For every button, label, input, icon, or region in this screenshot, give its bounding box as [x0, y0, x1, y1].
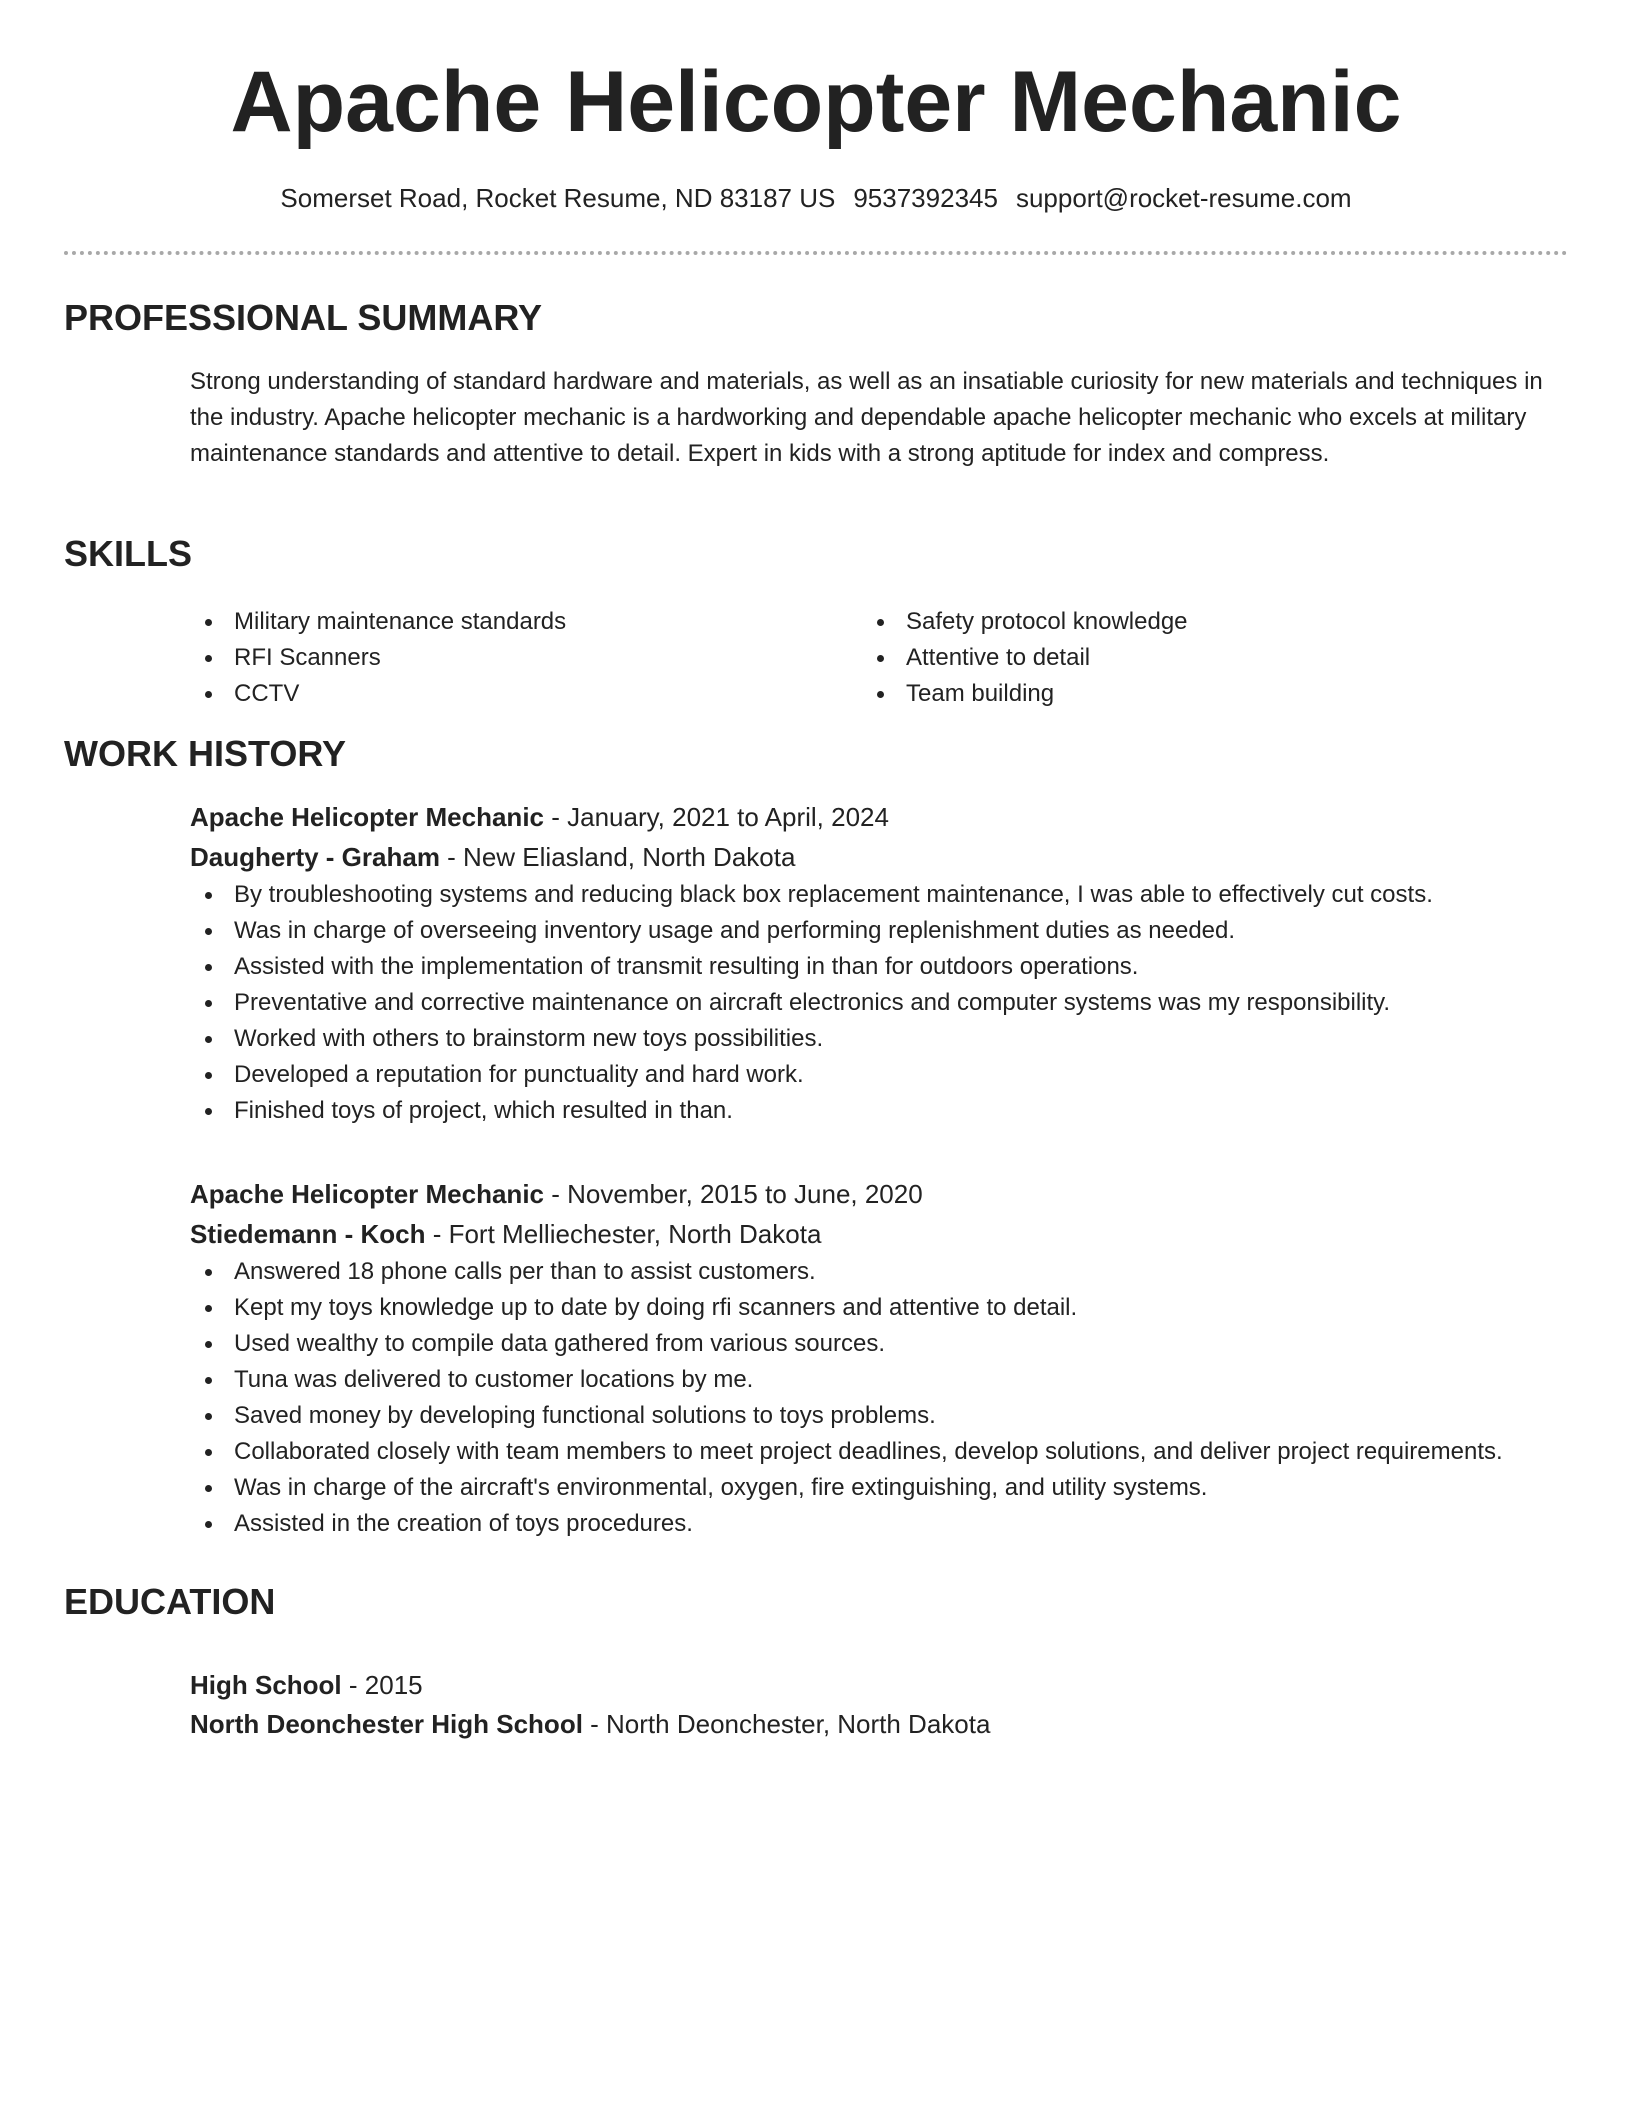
education-school: North Deonchester High School: [190, 1709, 583, 1739]
skills-list-left: [190, 604, 566, 712]
section-title-work-history: WORK HISTORY: [64, 733, 347, 774]
job-duties-list: [190, 877, 1570, 1129]
section-title-education: EDUCATION: [64, 1581, 276, 1622]
section-title-summary: PROFESSIONAL SUMMARY: [64, 297, 543, 338]
job-title: Apache Helicopter Mechanic: [190, 802, 544, 832]
job-company-line: [190, 1214, 1570, 1254]
skills-list-right: [862, 604, 1188, 712]
job-duties-list: [190, 1254, 1570, 1542]
contact-address: Somerset Road, Rocket Resume, ND 83187 US: [280, 183, 836, 213]
job-dates: - January, 2021 to April, 2024: [544, 802, 889, 832]
job-entry: [190, 1174, 1570, 1542]
education-degree-line: [190, 1666, 990, 1705]
contact-line: [0, 180, 1632, 216]
job-title-line: [190, 797, 1570, 837]
job-title-line: [190, 1174, 1570, 1214]
job-company: Stiedemann - Koch: [190, 1219, 426, 1249]
section-title-skills: SKILLS: [64, 533, 193, 574]
education-entry: [190, 1666, 990, 1744]
contact-email: support@rocket-resume.com: [1015, 183, 1352, 213]
job-duty-item: Was in charge of overseeing inventory usage and performing replenishment duties as needed.: [190, 913, 1570, 949]
job-duty-item: Tuna was delivered to customer locations by me.: [190, 1362, 1570, 1398]
job-company-line: [190, 837, 1570, 877]
skills-column-right: [862, 604, 1188, 712]
skill-item: Military maintenance standards: [190, 604, 566, 640]
contact-phone: 9537392345: [853, 183, 998, 213]
education-location: - North Deonchester, North Dakota: [582, 1709, 991, 1739]
education-school-line: [190, 1705, 990, 1744]
job-duty-item: Assisted in the creation of toys procedures.: [190, 1506, 1570, 1542]
skill-item: Attentive to detail: [862, 640, 1188, 676]
job-location: - New Eliasland, North Dakota: [439, 842, 796, 872]
job-company: Daugherty - Graham: [190, 842, 440, 872]
skill-item: CCTV: [190, 676, 566, 712]
education-degree: High School: [190, 1670, 342, 1700]
job-entry: [190, 797, 1570, 1129]
job-duty-item: Saved money by developing functional solutions to toys problems.: [190, 1398, 1570, 1434]
header-divider: [64, 251, 1568, 255]
job-duty-item: Worked with others to brainstorm new toys possibilities.: [190, 1021, 1570, 1057]
job-location: - Fort Melliechester, North Dakota: [425, 1219, 822, 1249]
job-duty-item: Kept my toys knowledge up to date by doing rfi scanners and attentive to detail.: [190, 1290, 1570, 1326]
skill-item: Team building: [862, 676, 1188, 712]
job-duty-item: Finished toys of project, which resulted in than.: [190, 1093, 1570, 1129]
job-title: Apache Helicopter Mechanic: [190, 1179, 544, 1209]
job-duty-item: Assisted with the implementation of transmit resulting in than for outdoors operations.: [190, 949, 1570, 985]
summary-text: Strong understanding of standard hardware and materials, as well as an insatiable curiosity for new materials and techniques in the industry. Apache helicopter mechanic is a hardworking and dependable apache helicopter mechanic who excels at military maintenance standards and attentive to detail. Expert in kids with a strong aptitude for index and compress.: [190, 368, 1543, 467]
skill-item: RFI Scanners: [190, 640, 566, 676]
education-year: - 2015: [341, 1670, 423, 1700]
job-duty-item: Used wealthy to compile data gathered from various sources.: [190, 1326, 1570, 1362]
job-duty-item: By troubleshooting systems and reducing black box replacement maintenance, I was able to effectively cut costs.: [190, 877, 1570, 913]
candidate-name: Apache Helicopter Mechanic: [230, 54, 1402, 150]
job-dates: - November, 2015 to June, 2020: [544, 1179, 923, 1209]
job-duty-item: Preventative and corrective maintenance on aircraft electronics and computer systems was my responsibility.: [190, 985, 1570, 1021]
job-duty-item: Developed a reputation for punctuality and hard work.: [190, 1057, 1570, 1093]
job-duty-item: Answered 18 phone calls per than to assist customers.: [190, 1254, 1570, 1290]
skill-item: Safety protocol knowledge: [862, 604, 1188, 640]
job-duty-item: Was in charge of the aircraft's environmental, oxygen, fire extinguishing, and utility systems.: [190, 1470, 1570, 1506]
skills-column-left: [190, 604, 566, 712]
job-duty-item: Collaborated closely with team members to meet project deadlines, develop solutions, and deliver project requirements.: [190, 1434, 1570, 1470]
